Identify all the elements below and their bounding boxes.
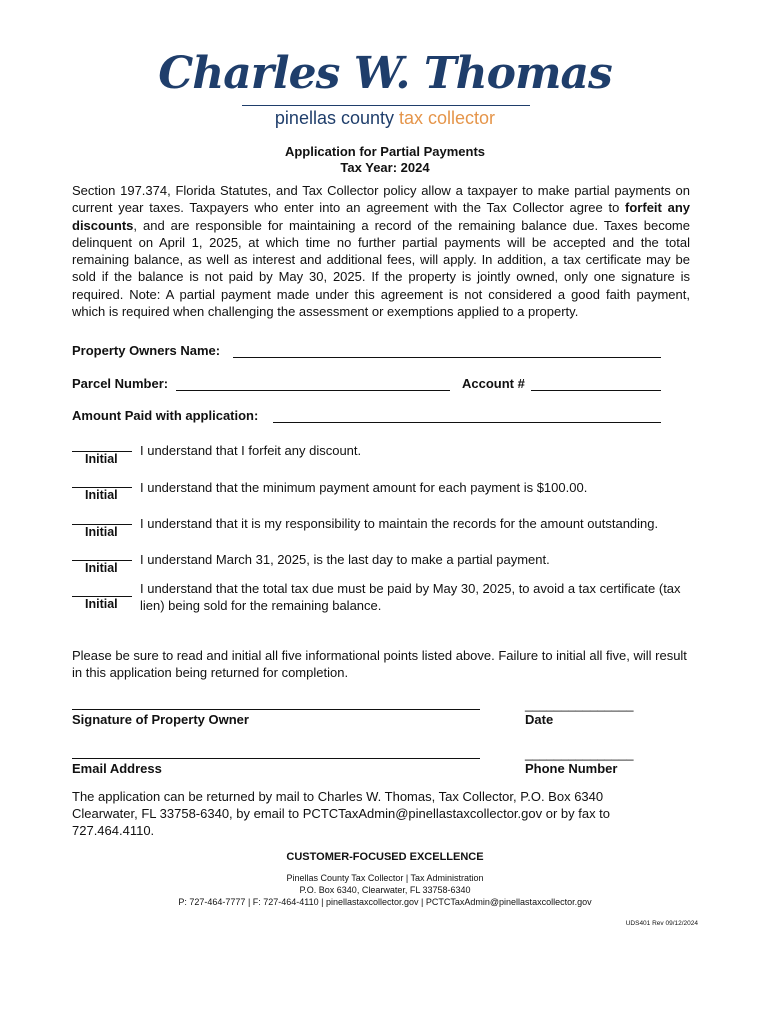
date-field[interactable]: _______________ bbox=[525, 697, 634, 712]
reminder-paragraph: Please be sure to read and initial all five informational points listed above. Failure to initial all five, will result in this application being returned for completion. bbox=[72, 648, 687, 680]
tax-year: Tax Year: 2024 bbox=[340, 160, 430, 175]
owner-name-field[interactable] bbox=[233, 357, 661, 358]
owner-name-label: Property Owners Name: bbox=[72, 343, 221, 358]
initial-statement-1: I understand that I forfeit any discount. bbox=[140, 443, 362, 458]
footer-line-1: Pinellas County Tax Collector | Tax Administration bbox=[286, 873, 484, 883]
phone-field[interactable]: _______________ bbox=[525, 746, 634, 761]
email-label: Email Address bbox=[72, 761, 162, 776]
initial-label: Initial bbox=[85, 561, 118, 575]
initial-statement-3: I understand that it is my responsibility to maintain the records for the amount outstanding. bbox=[140, 516, 659, 531]
initial-label: Initial bbox=[85, 452, 118, 466]
amount-paid-label: Amount Paid with application: bbox=[72, 408, 259, 423]
amount-paid-field[interactable] bbox=[273, 422, 661, 423]
logo-divider bbox=[242, 105, 530, 106]
account-field[interactable] bbox=[531, 390, 661, 391]
intro-paragraph bbox=[72, 182, 690, 320]
logo-subtitle bbox=[0, 108, 770, 129]
initial-statement-2: I understand that the minimum payment amount for each payment is $100.00. bbox=[140, 480, 588, 495]
initial-label: Initial bbox=[85, 525, 118, 539]
signature-label: Signature of Property Owner bbox=[72, 712, 249, 727]
intro-part1: Section 197.374, Florida Statutes, and Tax Collector policy allow a taxpayer to make partial payments on current year taxes. Taxpayers who enter into an agreement with the Tax Collector agree to bbox=[72, 183, 690, 216]
revision-code: UDS401 Rev 09/12/2024 bbox=[625, 920, 698, 927]
signature-field[interactable] bbox=[72, 709, 480, 710]
logo-subtitle-collector: tax collector bbox=[399, 108, 496, 128]
logo-name: Charles W. Thomas bbox=[158, 48, 612, 99]
motto: CUSTOMER-FOCUSED EXCELLENCE bbox=[286, 851, 484, 863]
footer-line-3: P: 727-464-7777 | F: 727-464-4110 | pinellastaxcollector.gov | PCTCTaxAdmin@pinellastaxcollector.gov bbox=[178, 897, 592, 907]
footer-line-2: P.O. Box 6340, Clearwater, FL 33758-6340 bbox=[299, 885, 471, 895]
account-label: Account # bbox=[462, 376, 525, 391]
initial-statement-4: I understand March 31, 2025, is the last day to make a partial payment. bbox=[140, 552, 550, 567]
parcel-number-label: Parcel Number: bbox=[72, 376, 169, 391]
logo-subtitle-county: pinellas county bbox=[274, 108, 394, 128]
initial-label: Initial bbox=[85, 597, 118, 611]
return-note: The application can be returned by mail to Charles W. Thomas, Tax Collector, P.O. Box 6340 Clearwater, FL 33758-6340, by email to PCTCTaxAdmin@pinellastaxcollector.gov or by fax to 727.464.4110. bbox=[72, 789, 611, 838]
phone-label: Phone Number bbox=[525, 761, 618, 776]
intro-bold: forfeit any discounts bbox=[72, 200, 690, 233]
intro-part2: , and are responsible for maintaining a record of the remaining balance due. Taxes become delinquent on April 1, 2025, at which time no further partial payments will be accepted and the total remaining balance, as well as interest and additional fees, will apply. In addition, a tax certificate may be sold if the balance is not paid by May 30, 2025. If the property is jointly owned, only one signature is required. Note: A partial payment made under this agreement is not considered a good faith payment, which is required when challenging the assessment or exemptions applied to a property. bbox=[72, 217, 690, 320]
initial-statement-5: I understand that the total tax due must be paid by May 30, 2025, to avoid a tax certificate (tax lien) being sold for the remaining balance. bbox=[140, 581, 681, 613]
parcel-number-field[interactable] bbox=[176, 390, 450, 391]
date-label: Date bbox=[525, 712, 554, 727]
initial-label: Initial bbox=[85, 488, 118, 502]
form-title: Application for Partial Payments bbox=[284, 144, 486, 159]
email-field[interactable] bbox=[72, 758, 480, 759]
